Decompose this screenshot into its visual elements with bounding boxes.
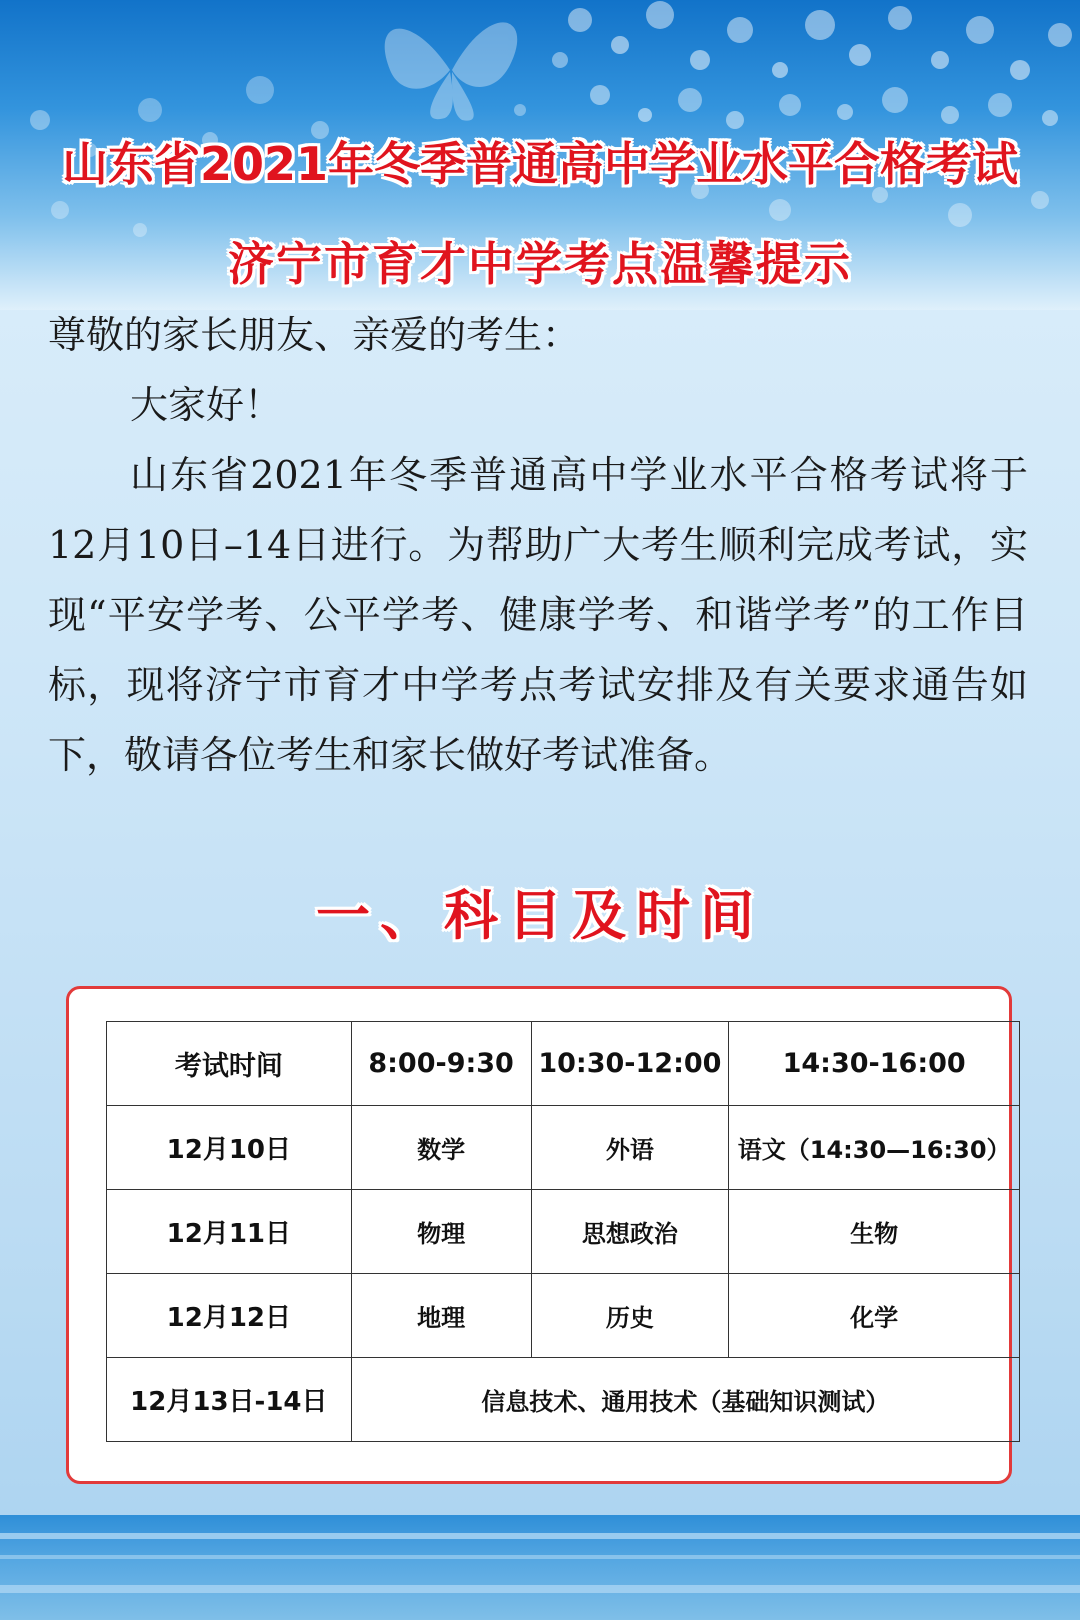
subject-cell: 数学 [351,1106,531,1190]
subject-cell: 化学 [729,1274,1020,1358]
subject-cell: 思想政治 [531,1190,729,1274]
footer-stripe [0,1585,1080,1593]
butterfly-icon [370,0,530,130]
date-cell: 12月10日 [107,1106,352,1190]
header-cell: 10:30-12:00 [531,1022,729,1106]
subject-cell: 信息技术、通用技术（基础知识测试） [351,1358,1019,1442]
sub-title: 济宁市育才中学考点温馨提示 [228,237,852,291]
subject-cell: 生物 [729,1190,1020,1274]
subject-cell: 语文（14:30—16:30） [729,1106,1020,1190]
table-row [107,1358,1020,1442]
table-row [107,1106,1020,1190]
header-cell: 考试时间 [107,1022,352,1106]
schedule-frame [66,986,1012,1484]
header-banner [0,0,1080,310]
date-cell: 12月13日-14日 [107,1358,352,1442]
footer-stripe [0,1555,1080,1559]
section-title: 一、科目及时间 [316,884,764,947]
subject-cell: 历史 [531,1274,729,1358]
header-cell: 8:00-9:30 [351,1022,531,1106]
subject-cell: 外语 [531,1106,729,1190]
footer-band [0,1515,1080,1620]
subject-cell: 地理 [351,1274,531,1358]
table-row [107,1274,1020,1358]
salutation: 尊敬的家长朋友、亲爱的考生： [48,313,581,357]
letter-paragraph: 山东省2021年冬季普通高中学业水平合格考试将于12月10日–14日进行。为帮助广大考生顺利完成考试，实现“平安学考、公平学考、健康学考、和谐学考”的工作目标，现将济宁市育才中学考点考试安排及有关要求通告如下，敬请各位考生和家长做好考试准备。 [48,453,1028,777]
footer-stripe [0,1533,1080,1539]
letter-body [48,300,1028,790]
header-cell: 14:30-16:00 [729,1022,1020,1106]
table-row [107,1190,1020,1274]
date-cell: 12月11日 [107,1190,352,1274]
table-header-row [107,1022,1020,1106]
date-cell: 12月12日 [107,1274,352,1358]
subject-cell: 物理 [351,1190,531,1274]
greeting: 大家好！ [130,383,283,427]
main-title: 山东省2021年冬季普通高中学业水平合格考试 [61,137,1019,191]
schedule-table [106,1021,1020,1442]
